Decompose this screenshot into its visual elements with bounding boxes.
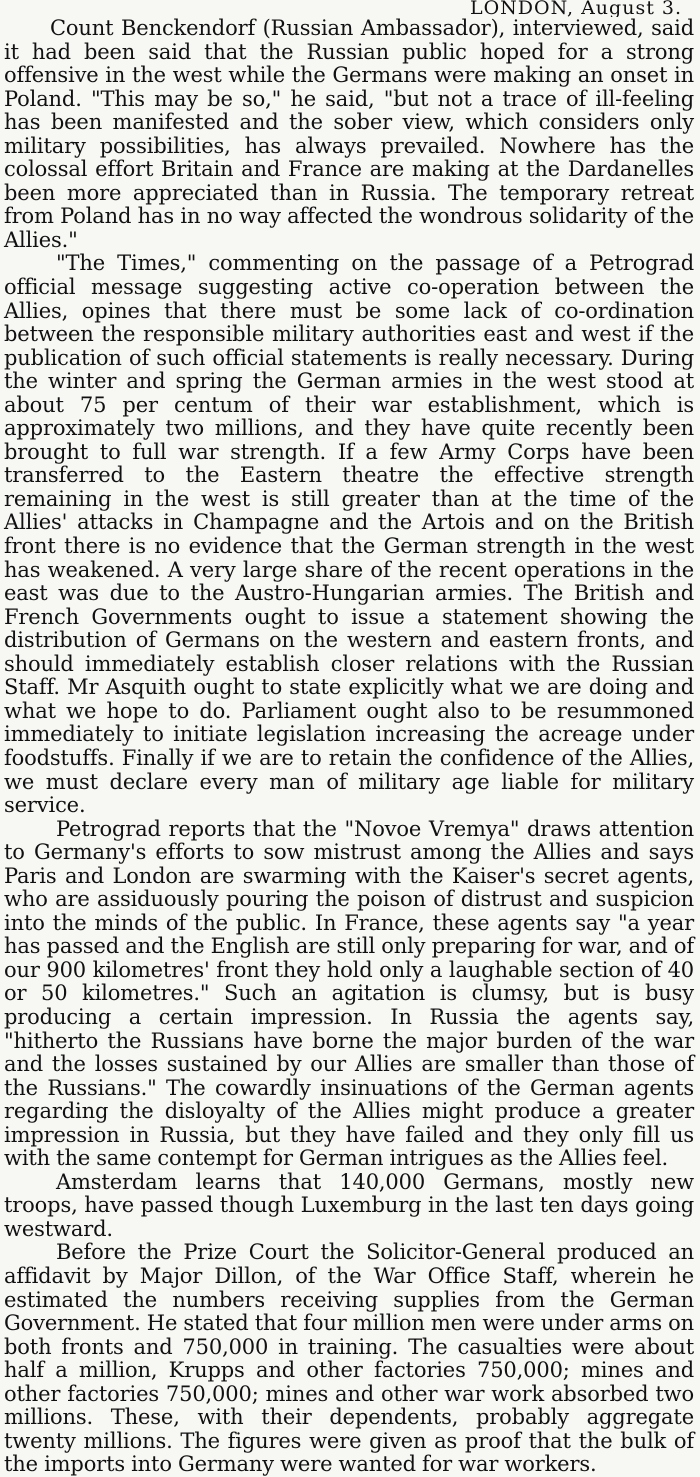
article-paragraph-prize-court: Before the Prize Court the Solicitor-General produced an affidavit by Major Dillon, of the War Office Staff, wherein he estimated the numbers receiving supplies from the German Government. He stated that four million men were under arms on both fronts and 750,000 in training. The casualties were about half a million, Krupps and other factories 750,000; mines and other factories 750,000; mines and other war work absorbed two millions. These, with their dependents, probably aggregate twenty millions. The figures were given as proof that the bulk of the imports into Germany were wanted for war workers. (4, 1240, 694, 1477)
article-paragraph-amsterdam: Amsterdam learns that 140,000 Germans, mostly new troops, have passed though Luxemburg in the last ten days going westward. (4, 1169, 694, 1241)
article-paragraph-benckendorf: Count Benckendorf (Russian Ambassador), interviewed, said it had been said that the Russian public hoped for a strong offensive in the west while the Germans were making an onset in Poland. "This may be so," he said, "but not a trace of ill-feeling has been manifested and the sober view, which considers only military possibilities, has always prevailed. Nowhere has the colossal effort Britain and France are making at the Dardanelles been more appreciated than in Russia. The temporary retreat from Poland has in no way affected the wondrous solidarity of the Allies." (4, 16, 694, 252)
article-paragraph-times: "The Times," commenting on the passage of a Petrograd official message suggesting active co-operation between the Allies, opines that there must be some lack of co-ordination between the responsible military authorities east and west if the publication of such official statements is really necessary. During the winter and spring the German armies in the west stood at about 75 per centum of their war establishment, which is approximately two millions, and they have quite recently been brought to full war strength. If a few Army Corps have been transferred to the Eastern theatre the effective strength remaining in the west is still greater than at the time of the Allies' attacks in Champagne and the Artois and on the British front there is no evidence that the German strength in the west has weakened. A very large share of the recent operations in the east was due to the Austro-Hungarian armies. The British and French Governments ought to issue a statement showing the distribution of Germans on the western and eastern fronts, and should immediately establish closer relations with the Russian Staff. Mr Asquith ought to state explicitly what we are doing and what we hope to do. Parliament ought also to be resummoned immediately to initiate legislation increasing the acreage under foodstuffs. Finally if we are to retain the confidence of the Allies, we must declare every man of military age liable for military service. (4, 251, 694, 818)
article-paragraph-novoe-vremya: Petrograd reports that the "Novoe Vremya" draws attention to Germany's efforts to sow mistrust among the Allies and says Paris and London are swarming with the Kaiser's secret agents, who are assiduously pouring the poison of distrust and suspicion into the minds of the public. In France, these agents say "a year has passed and the English are still only preparing for war, and of our 900 kilometres' front they hold only a laughable section of 40 or 50 kilometres." Such an agitation is clumsy, but is busy producing a certain impression. In Russia the agents say, "hitherto the Russians have borne the major burden of the war and the losses sustained by our Allies are smaller than those of the Russians." The cowardly insinuations of the German agents regarding the disloyalty of the Allies might produce a greater impression in Russia, but they have failed and they only fill us with the same contempt for German intrigues as the Allies feel. (4, 816, 694, 1171)
dateline: LONDON, August 3. (469, 0, 682, 17)
